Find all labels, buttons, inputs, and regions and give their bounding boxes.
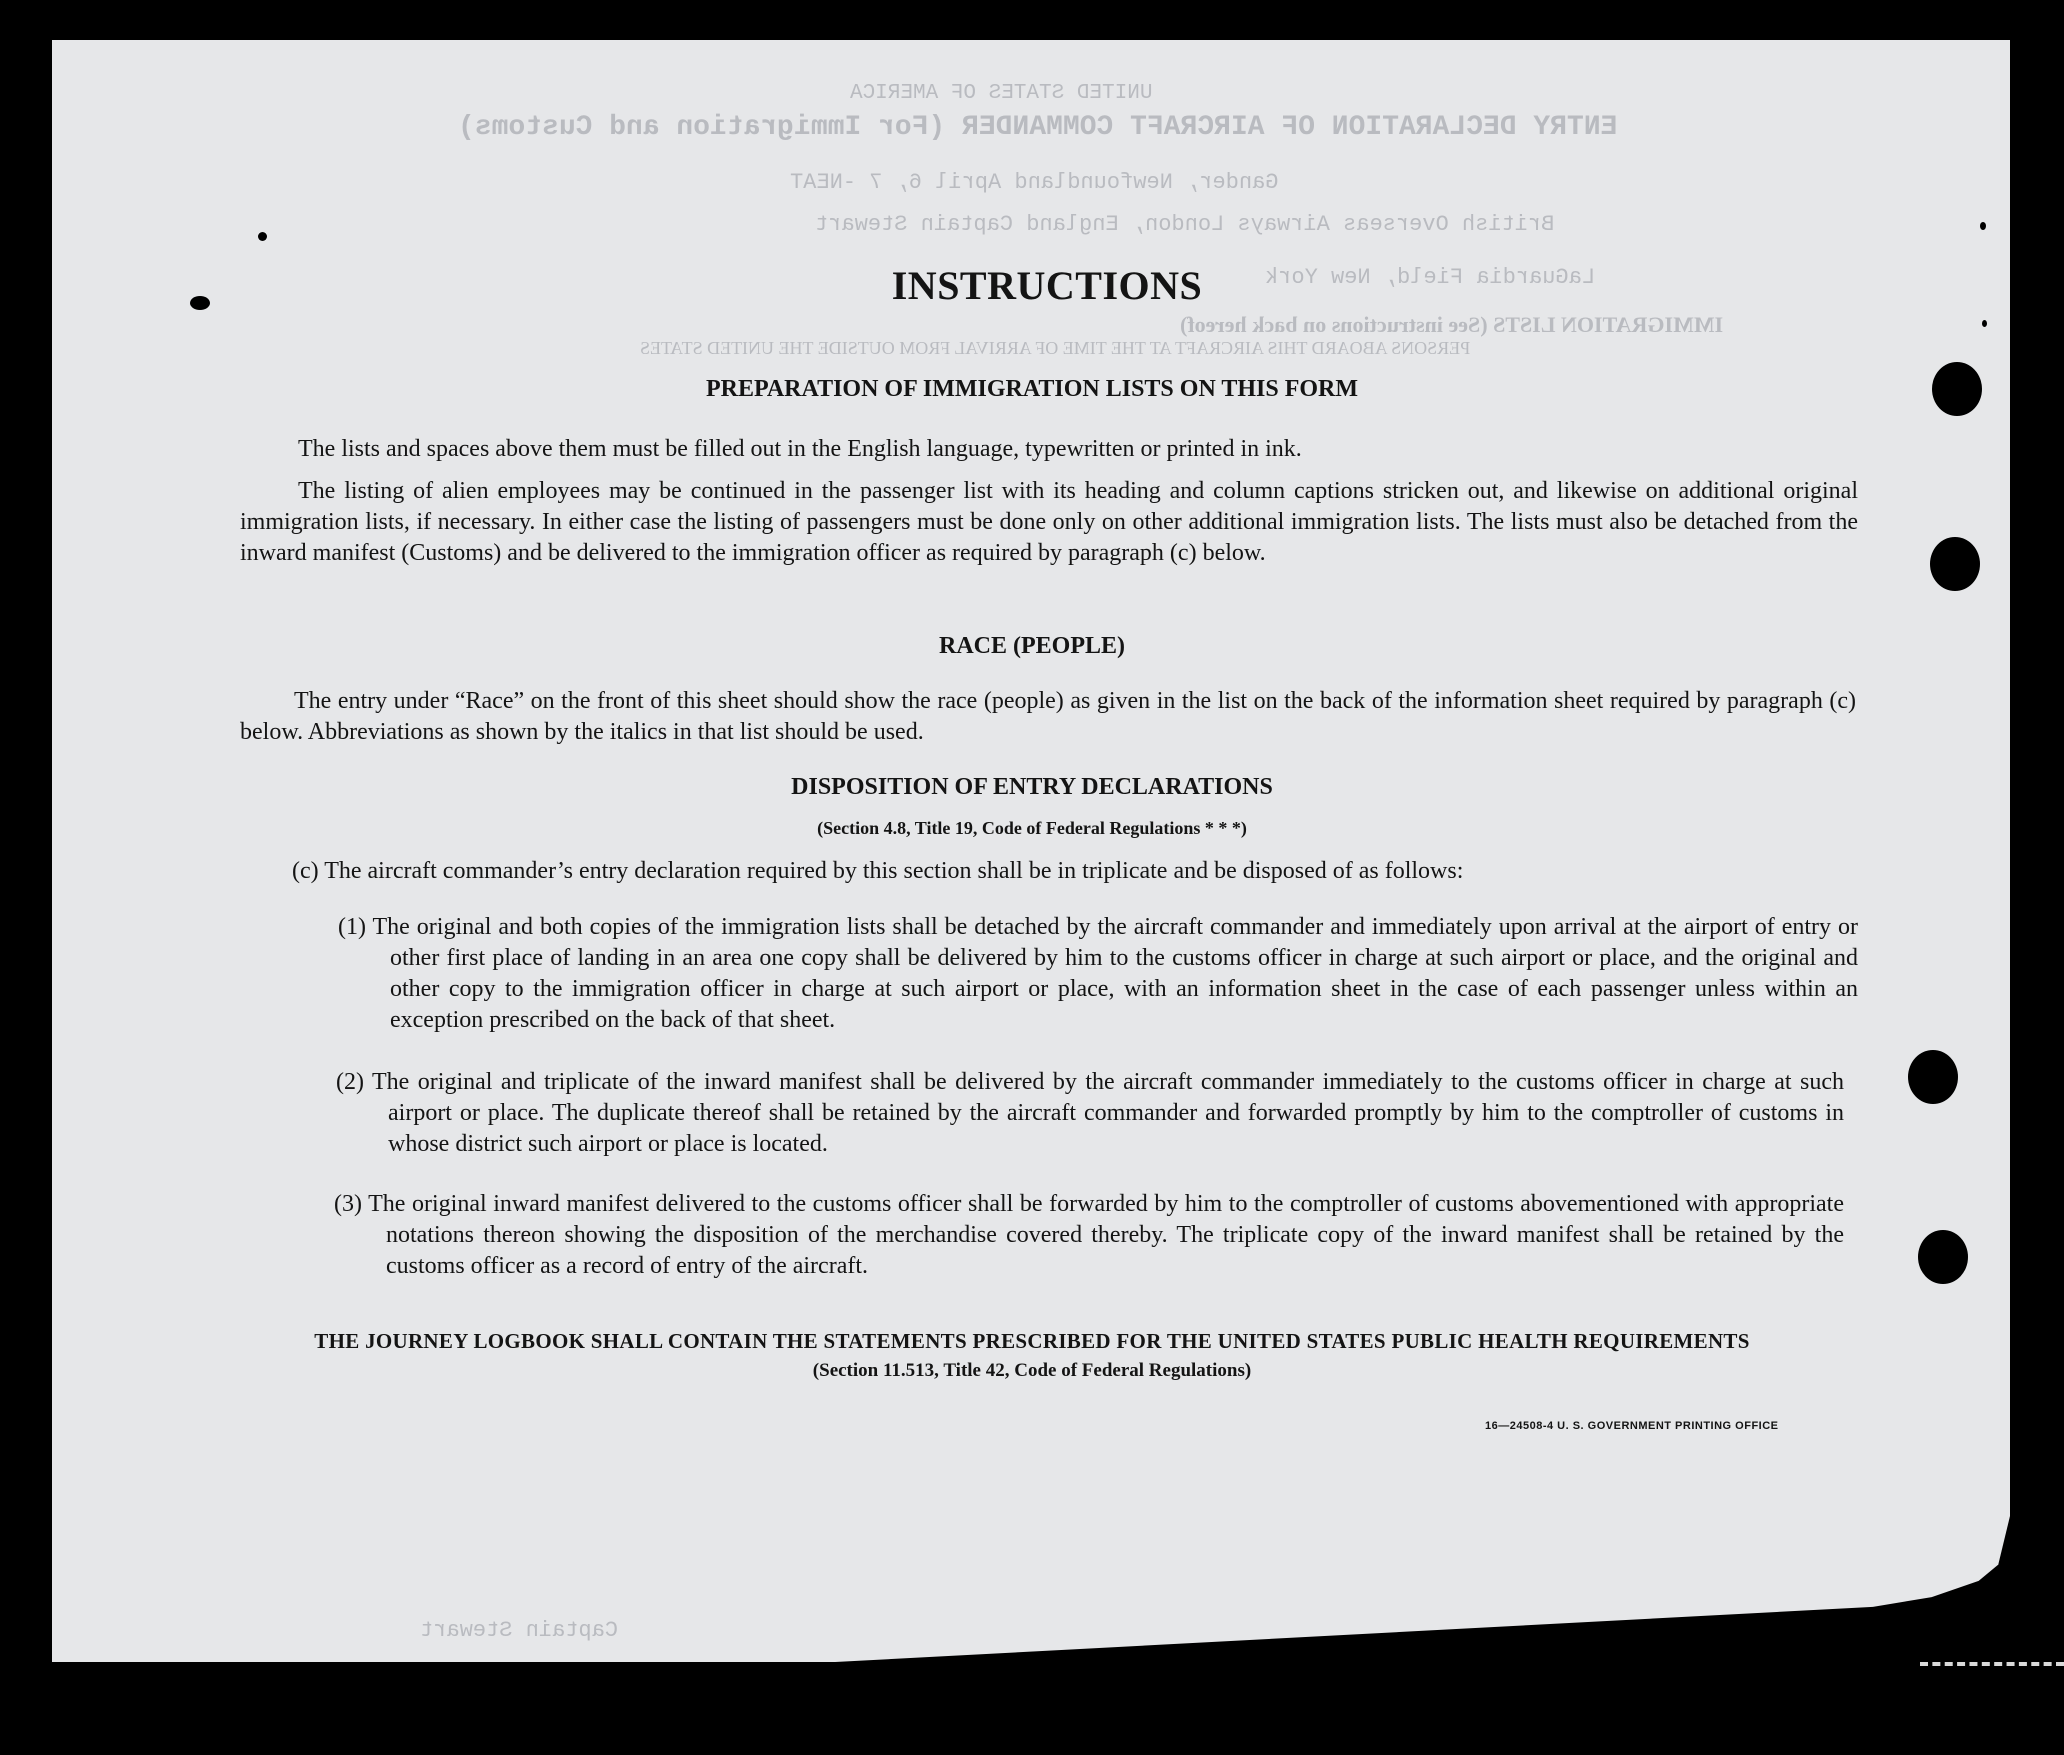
bleed-through-line: British Overseas Airways London, England Captain Stewart — [815, 212, 1555, 237]
ink-speck — [1982, 320, 1987, 327]
section-heading-disposition: DISPOSITION OF ENTRY DECLARATIONS — [791, 774, 1273, 800]
footer-statement: THE JOURNEY LOGBOOK SHALL CONTAIN THE STATEMENTS PRESCRIBED FOR THE UNITED STATES PUBLIC HEALTH REQUIREMENTS — [314, 1329, 1750, 1353]
bleed-through-line: Captain Stewart — [420, 1618, 619, 1643]
page-title: INSTRUCTIONS — [891, 263, 1203, 308]
disposition-item-3: (3) The original inward manifest delivered to the customs officer shall be forwarded by him to the comptroller of customs abovementioned with appropriate notations thereon showing the disposition of the merchandise covered thereby. The triplicate copy of the inward manifest shall be retained by the customs officer as a record of entry of the aircraft. — [334, 1191, 1844, 1279]
section-heading-race: RACE (PEOPLE) — [939, 633, 1125, 659]
disposition-item-2: (2) The original and triplicate of the inward manifest shall be delivered by the aircraft commander immediately to the customs officer in charge at such airport or place. The duplicate thereof shall be retained by the aircraft commander and forwarded promptly by him to the comptroller of customs in whose district such airport or place is located. — [336, 1069, 1844, 1157]
printing-office-mark: 16—24508-4 U. S. GOVERNMENT PRINTING OFFICE — [1485, 1420, 1779, 1432]
punch-hole — [1908, 1050, 1958, 1104]
disposition-reference: (Section 4.8, Title 19, Code of Federal Regulations * * *) — [817, 818, 1247, 838]
paragraph-preparation-1: The lists and spaces above them must be filled out in the English language, typewritten or printed in ink. — [298, 436, 1302, 462]
ink-speck — [258, 232, 267, 241]
bleed-through-line: UNITED STATES OF AMERICA — [850, 82, 1153, 105]
punch-hole — [1918, 1230, 1968, 1284]
torn-edge — [1920, 1662, 2064, 1666]
bleed-through-line: Gander, Newfoundland April 6, 7 -NEAT — [790, 170, 1279, 195]
paragraph-race: The entry under “Race” on the front of this sheet should show the race (people) as given in the list on the back of the information sheet required by paragraph (c) below. Abbreviations as shown by the italics in that list should be used. — [240, 688, 1856, 745]
bleed-through-line: LaGuardia Field, New York — [1265, 265, 1596, 290]
disposition-item-1: (1) The original and both copies of the immigration lists shall be detached by the aircraft commander and immediately upon arrival at the airport of entry or other first place of landing in an area one copy shall be delivered by him to the customs officer in charge at such airport or place, and the original and other copy to the immigration officer in charge at such airport or place, with an information sheet in the case of each passenger unless within an exception prescribed on the back of that sheet. — [338, 914, 1858, 1033]
bleed-through-line: PERSONS ABOARD THIS AIRCRAFT AT THE TIME OF ARRIVAL FROM OUTSIDE THE UNITED STATES — [640, 338, 1471, 358]
ink-speck — [1980, 222, 1986, 230]
paragraph-preparation-2: The listing of alien employees may be continued in the passenger list with its heading and column captions stricken out, and likewise on additional original immigration lists, if necessary. In either case the listing of passengers must be done only on other additional immigration lists. The lists must also be detached from the inward manifest (Customs) and be delivered to the immigration officer as required by paragraph (c) below. — [240, 478, 1858, 566]
bleed-through-line: IMMIGRATION LISTS (See instructions on back hereof) — [1180, 312, 1724, 337]
footer-reference: (Section 11.513, Title 42, Code of Federal Regulations) — [812, 1360, 1252, 1381]
bleed-through-line: ENTRY DECLARATION OF AIRCRAFT COMMANDER (For Immigration and Customs) — [458, 112, 1618, 143]
paragraph-disposition-intro: (c) The aircraft commander’s entry declaration required by this section shall be in triplicate and be disposed of as follows: — [292, 858, 1464, 884]
punch-hole — [1930, 537, 1980, 591]
section-heading-preparation: PREPARATION OF IMMIGRATION LISTS ON THIS FORM — [705, 376, 1359, 402]
